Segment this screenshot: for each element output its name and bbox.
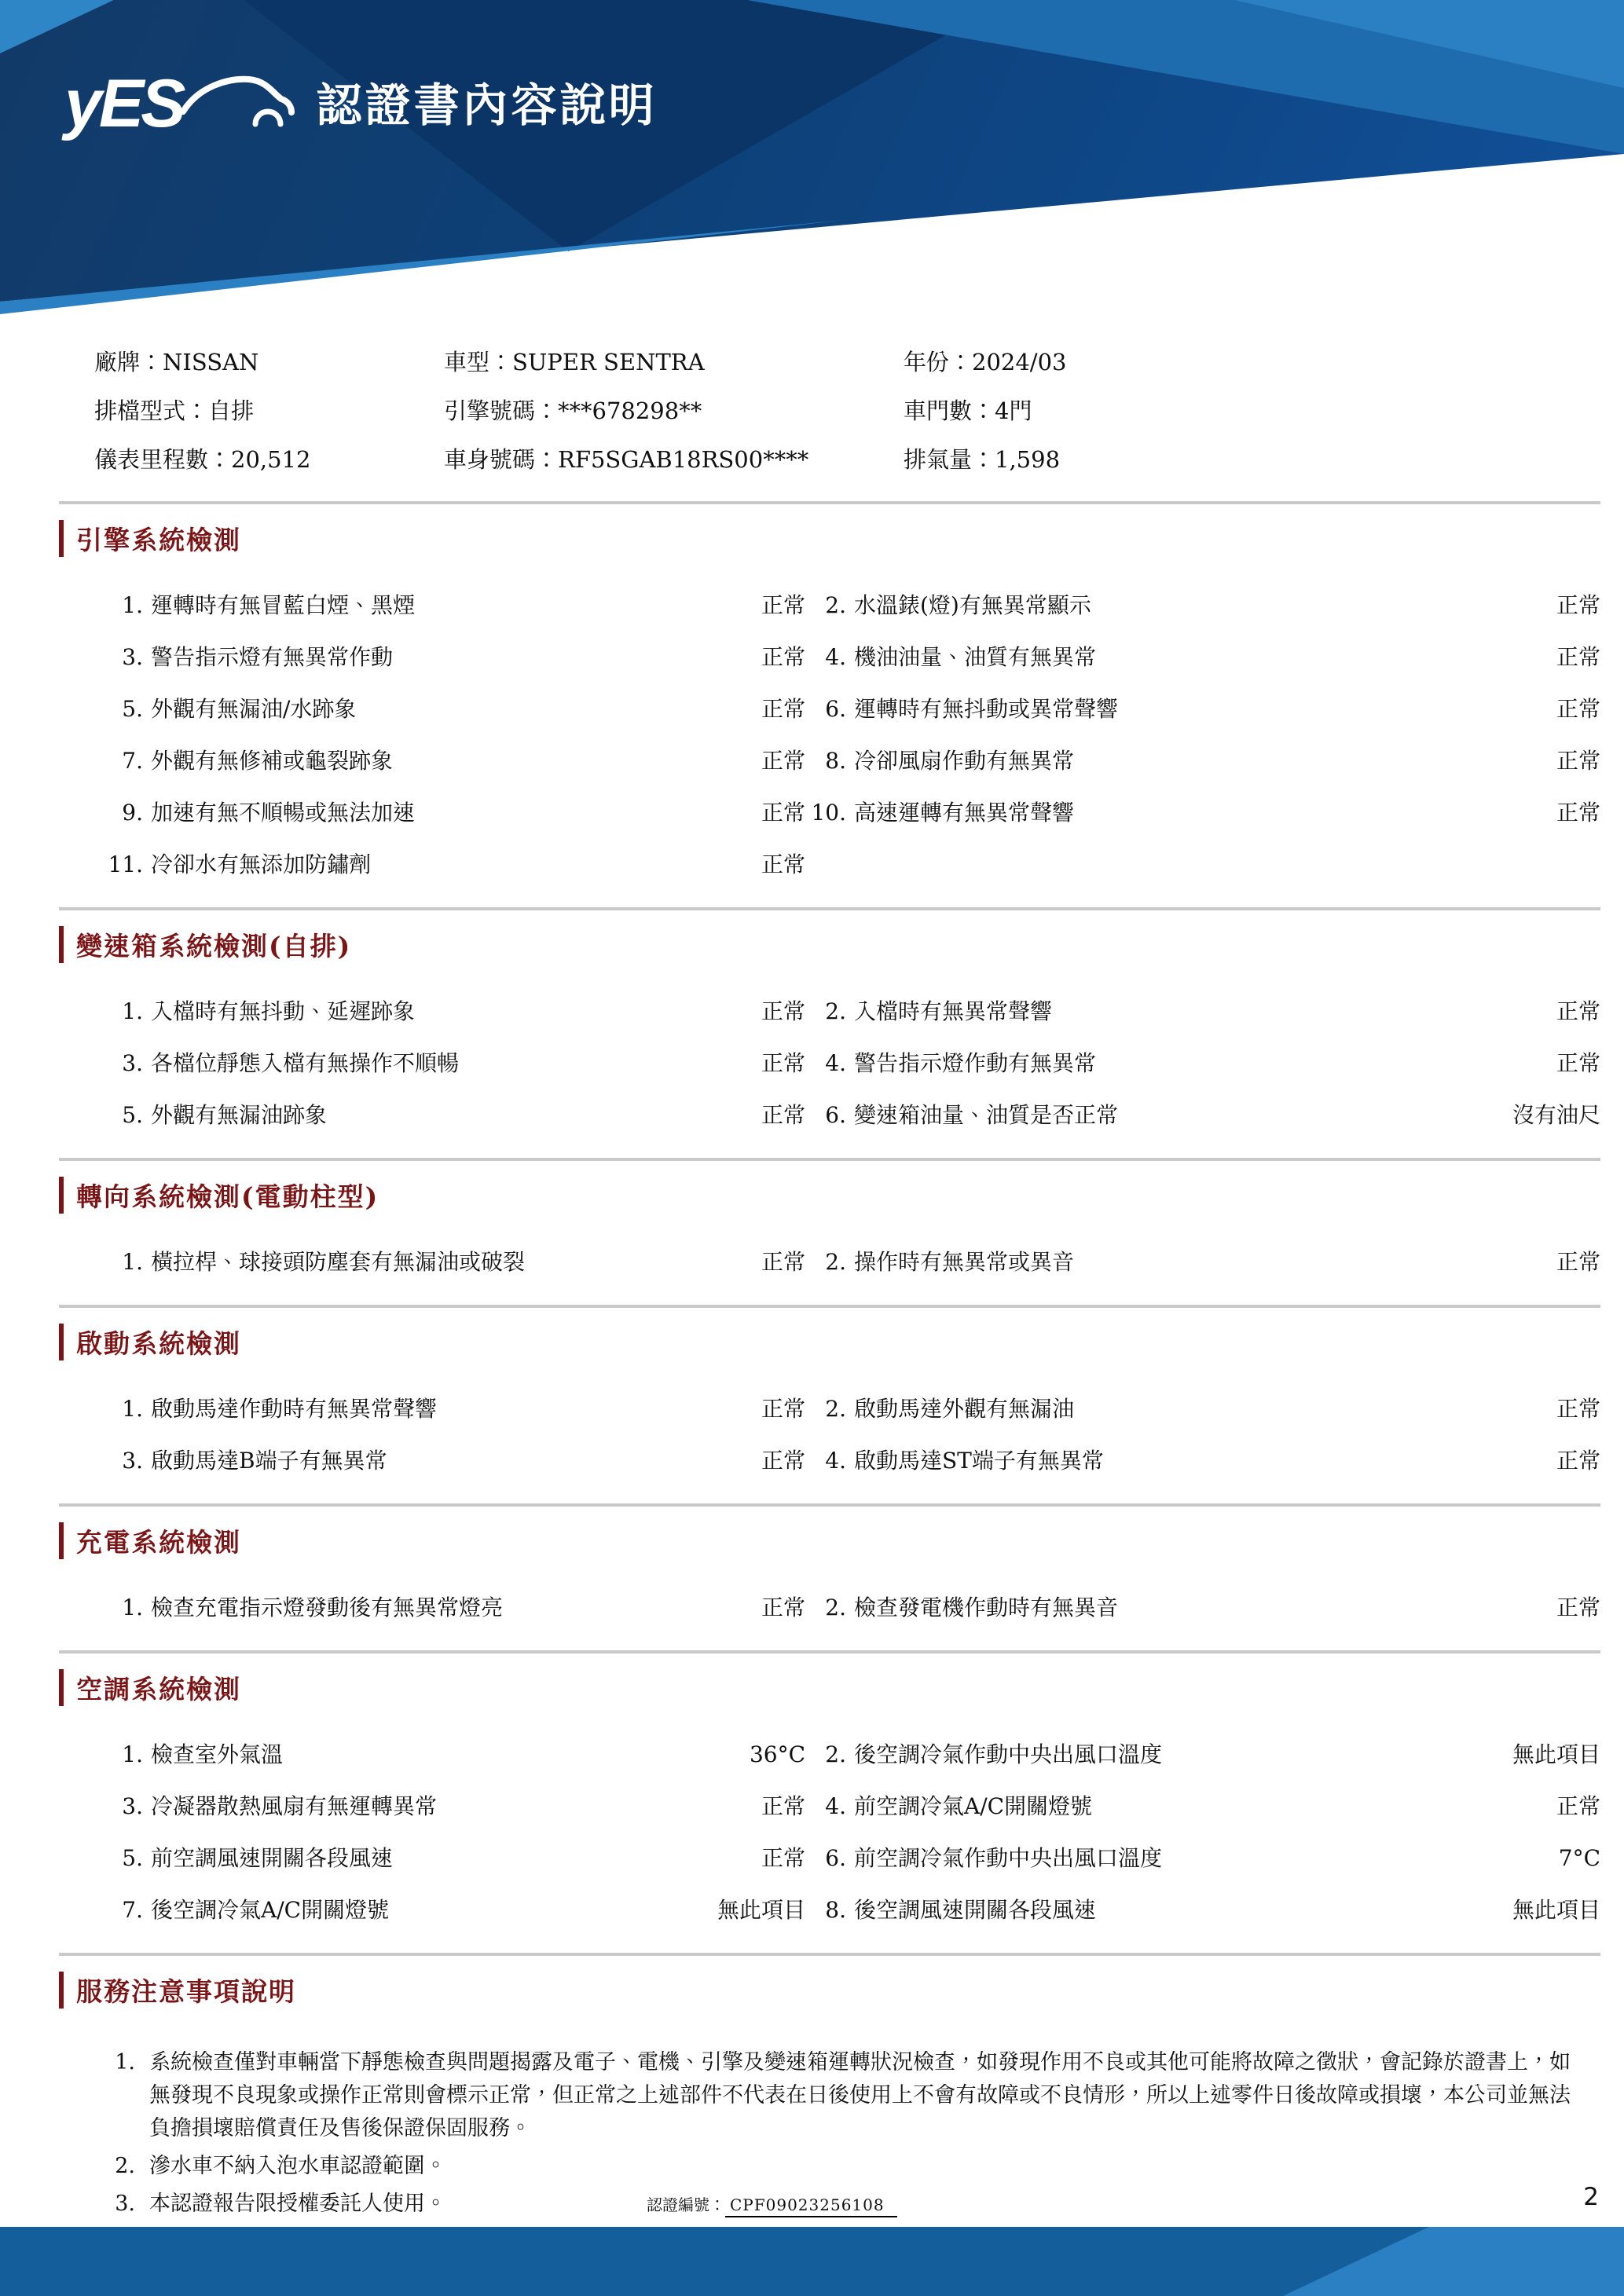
check-item-number: 4. <box>825 1448 846 1474</box>
check-section <box>59 915 1600 1161</box>
check-item-text: 前空調冷氣A/C開關燈號 <box>854 1793 1093 1819</box>
check-item-text: 後空調冷氣A/C開關燈號 <box>151 1897 390 1923</box>
check-item-number: 3. <box>122 1050 143 1076</box>
check-section <box>59 509 1600 910</box>
note-row <box>102 2188 1600 2221</box>
note-text: 本認證報告限授權委託人使用。 <box>149 2192 446 2216</box>
check-item-number: 1. <box>122 1249 143 1275</box>
divider <box>59 907 1600 910</box>
check-item-label <box>805 797 1465 829</box>
vehicle-info-displacement: 排氣量：1,598 <box>904 446 1061 473</box>
check-item-number: 11. <box>108 851 143 877</box>
check-item-text: 運轉時有無冒藍白煙、黑煙 <box>151 592 416 618</box>
check-item-text: 機油油量、油質有無異常 <box>854 644 1097 670</box>
check-item-text: 檢查充電指示燈發動後有無異常燈亮 <box>151 1595 504 1620</box>
check-item-number: 2. <box>825 1741 846 1767</box>
check-item-text: 啟動馬達作動時有無異常聲響 <box>151 1396 438 1422</box>
section-title: 引擎系統檢測 <box>59 520 241 557</box>
check-item-result: 正常 <box>761 1845 805 1871</box>
check-item-label <box>102 1048 687 1079</box>
page-title: 認證書內容說明 <box>316 79 658 131</box>
check-item-result: 正常 <box>761 998 805 1024</box>
check-item-result: 正常 <box>1556 592 1600 618</box>
check-item-text: 冷卻風扇作動有無異常 <box>854 748 1075 774</box>
section-items <box>102 1393 1600 1477</box>
vehicle-info-mileage: 儀表里程數：20,512 <box>94 446 311 473</box>
check-item-text: 啟動馬達外觀有無漏油 <box>854 1396 1075 1422</box>
check-item-result: 正常 <box>1556 1595 1600 1620</box>
certificate-number-value: CPF09023256108 <box>725 2195 897 2217</box>
check-item-number: 7. <box>122 748 143 774</box>
check-item-label <box>805 1048 1465 1079</box>
divider <box>59 501 1600 504</box>
check-item-text: 啟動馬達ST端子有無異常 <box>854 1448 1104 1474</box>
footer-dark-wedge <box>0 2227 1624 2296</box>
check-item-number: 8. <box>825 748 846 774</box>
check-item-text: 高速運轉有無異常聲響 <box>854 800 1075 826</box>
check-item-label <box>102 1791 687 1822</box>
check-item-number: 4. <box>825 1050 846 1076</box>
yes-logo <box>64 65 296 141</box>
check-section <box>59 1313 1600 1507</box>
note-text: 系統檢查僅對車輛當下靜態檢查與問題揭露及電子、電機、引擎及變速箱運轉狀況檢查，如發現作用不良或其他可能將故障之徵狀，會記錄於證書上，如無發現不良現象或操作正常則會標示正常，但正常之上述部件不代表在日後使用上不會有故障或不良情形，所以上述零件日後故障或損壞，本公司並無法負擔損壞賠償責任及售後保證保固服務。 <box>149 2050 1571 2140</box>
check-item-number: 4. <box>825 1793 846 1819</box>
check-section <box>59 1166 1600 1308</box>
vehicle-info-brand: 廠牌：NISSAN <box>94 349 259 375</box>
divider <box>59 1158 1600 1161</box>
check-item-number: 1. <box>122 1595 143 1620</box>
note-number: 1. <box>115 2050 135 2074</box>
note-number: 2. <box>115 2154 135 2178</box>
check-item-text: 各檔位靜態入檔有無操作不順暢 <box>151 1050 460 1076</box>
check-item-text: 前空調冷氣作動中央出風口溫度 <box>854 1845 1163 1871</box>
check-item-label <box>102 1843 687 1874</box>
check-item-number: 5. <box>122 1845 143 1871</box>
check-item-label <box>805 1843 1465 1874</box>
vehicle-info-model: 車型：SUPER SENTRA <box>444 349 705 375</box>
check-item-number: 5. <box>122 696 143 722</box>
note-row <box>102 2046 1600 2145</box>
check-item-result: 正常 <box>761 1249 805 1275</box>
check-item-text: 啟動馬達B端子有無異常 <box>151 1448 387 1474</box>
check-item-label <box>805 1393 1465 1425</box>
section-title: 充電系統檢測 <box>59 1522 241 1559</box>
section-items <box>102 590 1600 881</box>
check-item-label <box>102 1100 687 1131</box>
check-item-number: 6. <box>825 1845 846 1871</box>
note-text: 滲水車不納入泡水車認證範圍。 <box>149 2154 446 2178</box>
check-item-label <box>805 1100 1465 1131</box>
check-item-label <box>805 1592 1465 1624</box>
check-item-result: 正常 <box>761 1595 805 1620</box>
check-item-text: 水溫錶(燈)有無異常顯示 <box>854 592 1091 618</box>
section-items <box>102 996 1600 1131</box>
divider <box>59 1503 1600 1507</box>
section-title: 空調系統檢測 <box>59 1669 241 1706</box>
check-item-number: 3. <box>122 644 143 670</box>
yes-logo-text: yES <box>64 65 183 141</box>
note-number: 3. <box>115 2192 135 2216</box>
check-item-label <box>102 1739 687 1771</box>
check-item-label <box>102 745 687 777</box>
divider <box>59 1305 1600 1308</box>
check-item-label <box>102 1895 687 1926</box>
check-item-text: 冷凝器散熱風扇有無運轉異常 <box>151 1793 438 1819</box>
check-item-result: 無此項目 <box>1512 1741 1600 1767</box>
check-item-result: 正常 <box>761 696 805 722</box>
check-item-number: 1. <box>122 1396 143 1422</box>
check-item-number: 2. <box>825 592 846 618</box>
check-item-label <box>805 590 1465 621</box>
check-item-text: 警告指示燈有無異常作動 <box>151 644 394 670</box>
check-item-number: 7. <box>122 1897 143 1923</box>
check-item-number: 10. <box>811 800 846 826</box>
check-item-text: 入檔時有無抖動、延遲跡象 <box>151 998 416 1024</box>
check-item-result: 正常 <box>1556 1396 1600 1422</box>
check-item-text: 操作時有無異常或異音 <box>854 1249 1075 1275</box>
check-item-number: 6. <box>825 696 846 722</box>
check-item-number: 1. <box>122 1741 143 1767</box>
check-item-number: 9. <box>122 800 143 826</box>
check-item-label <box>102 849 687 881</box>
vehicle-info-engine-no: 引擎號碼：***678298** <box>444 397 702 424</box>
check-item-result: 正常 <box>761 1396 805 1422</box>
check-item-label <box>805 1791 1465 1822</box>
check-item-label <box>805 642 1465 673</box>
check-item-number: 2. <box>825 998 846 1024</box>
check-item-number: 2. <box>825 1396 846 1422</box>
section-title: 啟動系統檢測 <box>59 1324 241 1360</box>
check-item-label <box>805 996 1465 1027</box>
check-item-result: 正常 <box>761 800 805 826</box>
check-item-result: 正常 <box>1556 696 1600 722</box>
check-item-result: 沒有油尺 <box>1512 1102 1600 1128</box>
check-item-result: 正常 <box>1556 1249 1600 1275</box>
check-item-text: 加速有無不順暢或無法加速 <box>151 800 416 826</box>
certificate-body <box>0 338 1624 2221</box>
check-item-label <box>102 1247 687 1278</box>
section-items <box>102 1592 1600 1624</box>
divider <box>59 1650 1600 1653</box>
footer-band <box>0 2227 1624 2296</box>
check-item-label <box>102 1592 687 1624</box>
check-item-text: 檢查室外氣溫 <box>151 1741 284 1767</box>
section-title: 服務注意事項說明 <box>59 1972 296 2009</box>
check-item-number: 5. <box>122 1102 143 1128</box>
check-item-number: 6. <box>825 1102 846 1128</box>
certificate-number-field <box>647 2188 897 2221</box>
check-item-result: 正常 <box>761 1050 805 1076</box>
check-item-result: 正常 <box>761 1448 805 1474</box>
vehicle-info-doors: 車門數：4門 <box>904 397 1032 424</box>
check-item-label <box>805 745 1465 777</box>
check-item-result: 正常 <box>761 1102 805 1128</box>
check-item-text: 外觀有無修補或龜裂跡象 <box>151 748 394 774</box>
check-item-result: 36°C <box>749 1741 805 1767</box>
check-item-number: 3. <box>122 1448 143 1474</box>
check-item-result: 正常 <box>1556 1448 1600 1474</box>
check-item-text: 運轉時有無抖動或異常聲響 <box>854 696 1119 722</box>
car-outline-icon <box>178 68 296 135</box>
check-item-text: 後空調冷氣作動中央出風口溫度 <box>854 1741 1163 1767</box>
check-item-number: 8. <box>825 1897 846 1923</box>
check-item-label <box>102 642 687 673</box>
check-item-result: 7°C <box>1558 1845 1600 1871</box>
check-item-label <box>805 694 1465 725</box>
check-item-result: 無此項目 <box>1512 1897 1600 1923</box>
check-item-label <box>805 1247 1465 1278</box>
check-item-label <box>102 1393 687 1425</box>
check-item-result: 正常 <box>761 748 805 774</box>
check-item-label <box>102 590 687 621</box>
certificate-number-label: 認證編號： <box>647 2195 725 2214</box>
check-item-text: 橫拉桿、球接頭防塵套有無漏油或破裂 <box>151 1249 526 1275</box>
check-item-result: 正常 <box>1556 644 1600 670</box>
check-item-text: 冷卻水有無添加防鏽劑 <box>151 851 372 877</box>
check-item-result: 正常 <box>761 644 805 670</box>
check-item-label <box>805 1739 1465 1771</box>
check-item-result: 正常 <box>761 1793 805 1819</box>
section-title: 轉向系統檢測(電動柱型) <box>59 1177 379 1214</box>
check-item-number: 4. <box>825 644 846 670</box>
section-items <box>102 1247 1600 1278</box>
banner <box>0 0 1624 314</box>
vehicle-info <box>94 338 1600 484</box>
sections-container <box>59 509 1600 1956</box>
section-title: 變速箱系統檢測(自排) <box>59 926 351 963</box>
check-item-result: 正常 <box>1556 800 1600 826</box>
check-item-text: 前空調風速開關各段風速 <box>151 1845 394 1871</box>
check-item-number: 2. <box>825 1249 846 1275</box>
check-item-number: 2. <box>825 1595 846 1620</box>
check-item-text: 警告指示燈作動有無異常 <box>854 1050 1097 1076</box>
check-item-number: 3. <box>122 1793 143 1819</box>
check-item-result: 正常 <box>1556 748 1600 774</box>
check-item-label <box>102 996 687 1027</box>
check-item-result: 正常 <box>761 592 805 618</box>
check-item-result: 正常 <box>761 851 805 877</box>
check-section <box>59 1511 1600 1653</box>
divider <box>59 1953 1600 1956</box>
check-item-result: 正常 <box>1556 998 1600 1024</box>
section-items <box>102 1739 1600 1926</box>
check-item-text: 檢查發電機作動時有無異音 <box>854 1595 1119 1620</box>
check-item-text: 外觀有無漏油跡象 <box>151 1102 328 1128</box>
check-section <box>59 1658 1600 1956</box>
check-item-label <box>102 797 687 829</box>
vehicle-info-vin: 車身號碼：RF5SGAB18RS00**** <box>444 446 809 473</box>
check-item-label <box>102 1445 687 1477</box>
check-item-number: 1. <box>122 592 143 618</box>
page-number: 2 <box>1583 2183 1599 2211</box>
service-notes-section <box>59 1961 1600 2221</box>
check-item-label <box>102 694 687 725</box>
vehicle-info-gearbox: 排檔型式：自排 <box>94 397 255 424</box>
check-item-text: 變速箱油量、油質是否正常 <box>854 1102 1119 1128</box>
vehicle-info-year: 年份：2024/03 <box>904 349 1067 375</box>
check-item-result: 正常 <box>1556 1050 1600 1076</box>
check-item-text: 入檔時有無異常聲響 <box>854 998 1053 1024</box>
banner-content <box>64 38 658 165</box>
check-item-text: 外觀有無漏油/水跡象 <box>151 696 357 722</box>
check-item-label <box>805 1445 1465 1477</box>
check-item-result: 無此項目 <box>717 1897 805 1923</box>
check-item-number: 1. <box>122 998 143 1024</box>
check-item-text: 後空調風速開關各段風速 <box>854 1897 1097 1923</box>
note-row <box>102 2150 1600 2183</box>
check-item-label <box>805 1895 1465 1926</box>
check-item-result: 正常 <box>1556 1793 1600 1819</box>
